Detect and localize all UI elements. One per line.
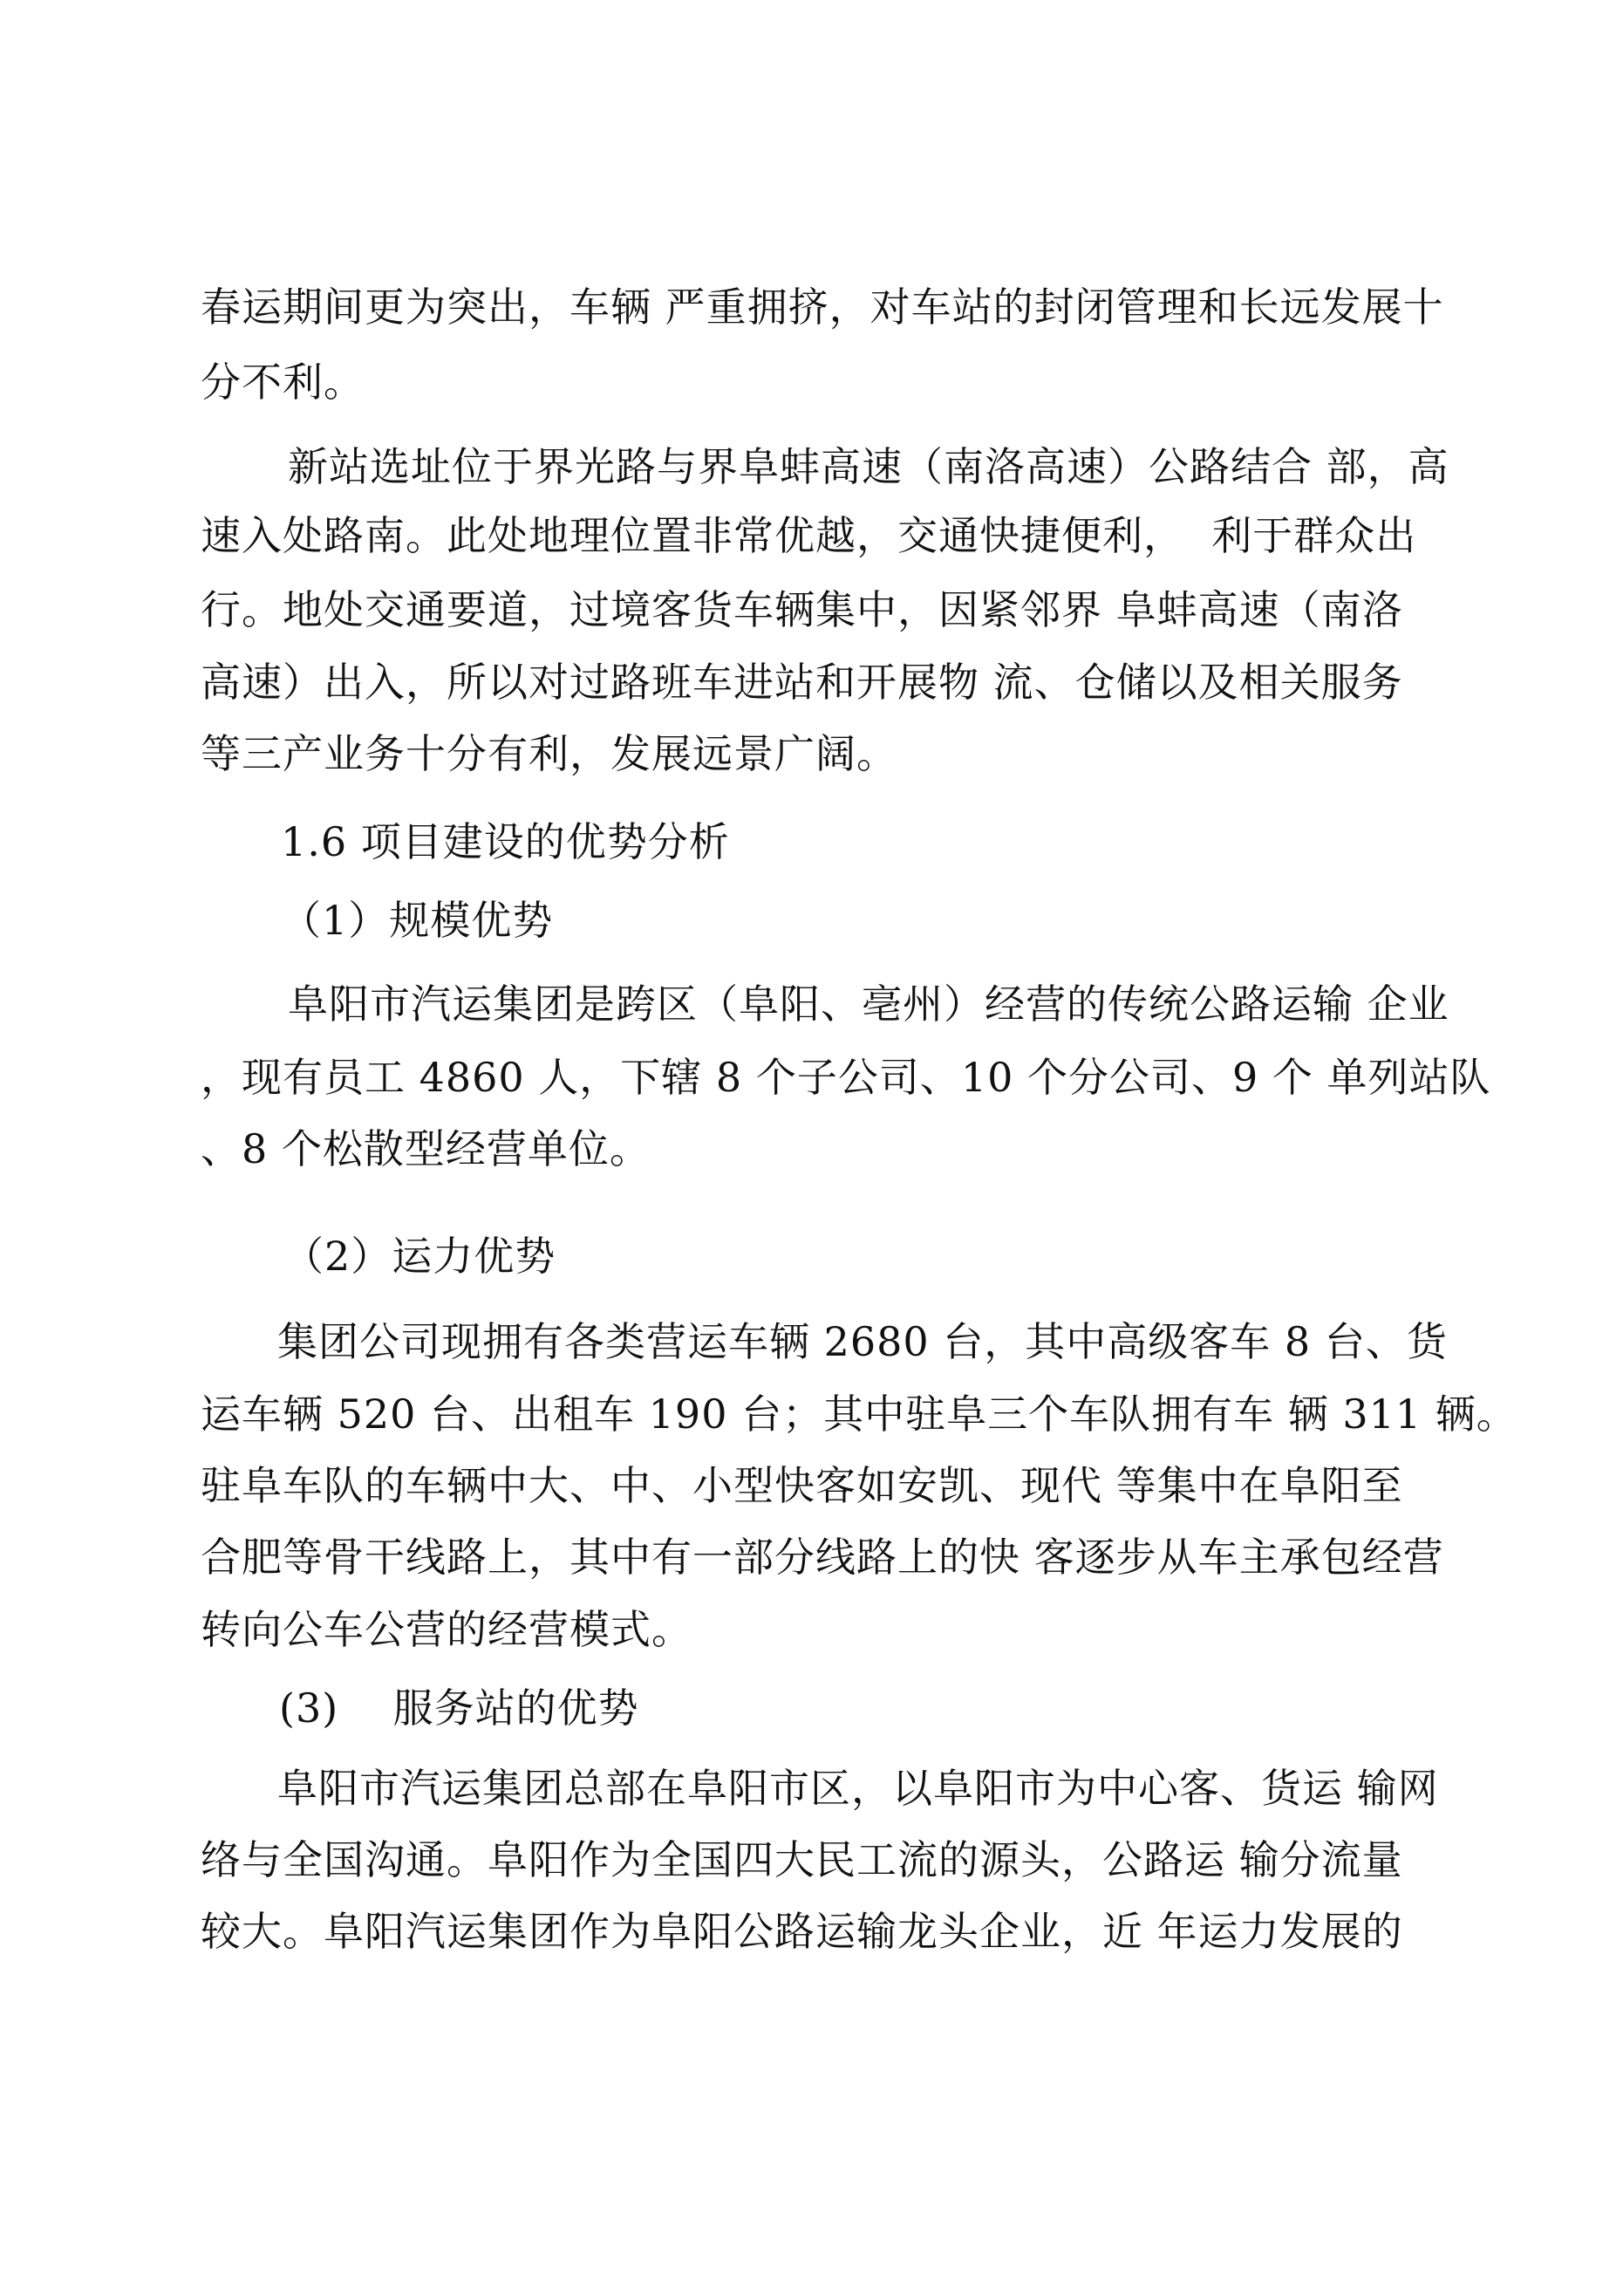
text-line: 新站选址位于界光路与界阜蚌高速（南洛高速）公路结合 部，高 [288,443,1449,490]
text-line: 驻阜车队的车辆中大、中、小型快客如安凯、现代 等集中在阜阳至 [201,1462,1403,1509]
subsection-heading: （1）规模优势 [281,897,554,944]
text-line: 集团公司现拥有各类营运车辆 2680 台，其中高级客车 8 台、货 [277,1318,1448,1365]
text-line: 行。地处交通要道，过境客货车辆集中，因紧邻界 阜蚌高速（南洛 [201,586,1403,633]
subsection-heading: （2）运力优势 [283,1233,556,1280]
text-line: 高速）出入，所以对过路班车进站和开展物 流、仓储以及相关服务 [201,659,1403,706]
text-line: 阜阳市汽运集团总部在阜阳市区，以阜阳市为中心客、货运 输网 [277,1765,1439,1812]
text-line: 运车辆 520 台、出租车 190 台；其中驻阜三个车队拥有车 辆 311 辆。 [201,1391,1517,1438]
text-line: 阜阳市汽运集团是跨区（阜阳、亳州）经营的传统公路运输 企业 [288,981,1449,1028]
text-line: 分不利。 [201,359,365,406]
section-heading: 1.6 项目建设的优势分析 [281,818,730,865]
text-line: 、8 个松散型经营单位。 [201,1125,651,1172]
text-line: ，现有员工 4860 人，下辖 8 个子公司、10 个分公司、9 个 单列站队 [201,1054,1491,1101]
text-line: 转向公车公营的经营模式。 [201,1606,692,1653]
text-line: 等三产业务十分有利，发展远景广阔。 [201,730,897,777]
text-line: 较大。阜阳汽运集团作为阜阳公路运输龙头企业，近 年运力发展的 [201,1908,1403,1955]
text-line: 春运期间更为突出，车辆 严重拥挤，对车站的封闭管理和长远发展十 [201,284,1444,331]
text-line: 络与全国沟通。阜阳作为全国四大民工流的源头，公路运 输分流量 [201,1836,1403,1883]
subsection-heading: (3) 服务站的优势 [279,1684,639,1732]
text-line: 合肥等骨干线路上，其中有一部分线路上的快 客逐步从车主承包经营 [201,1534,1444,1581]
text-line: 速入处路南。此处地理位置非常优越，交通快捷便利， 利于群众出 [201,512,1417,559]
